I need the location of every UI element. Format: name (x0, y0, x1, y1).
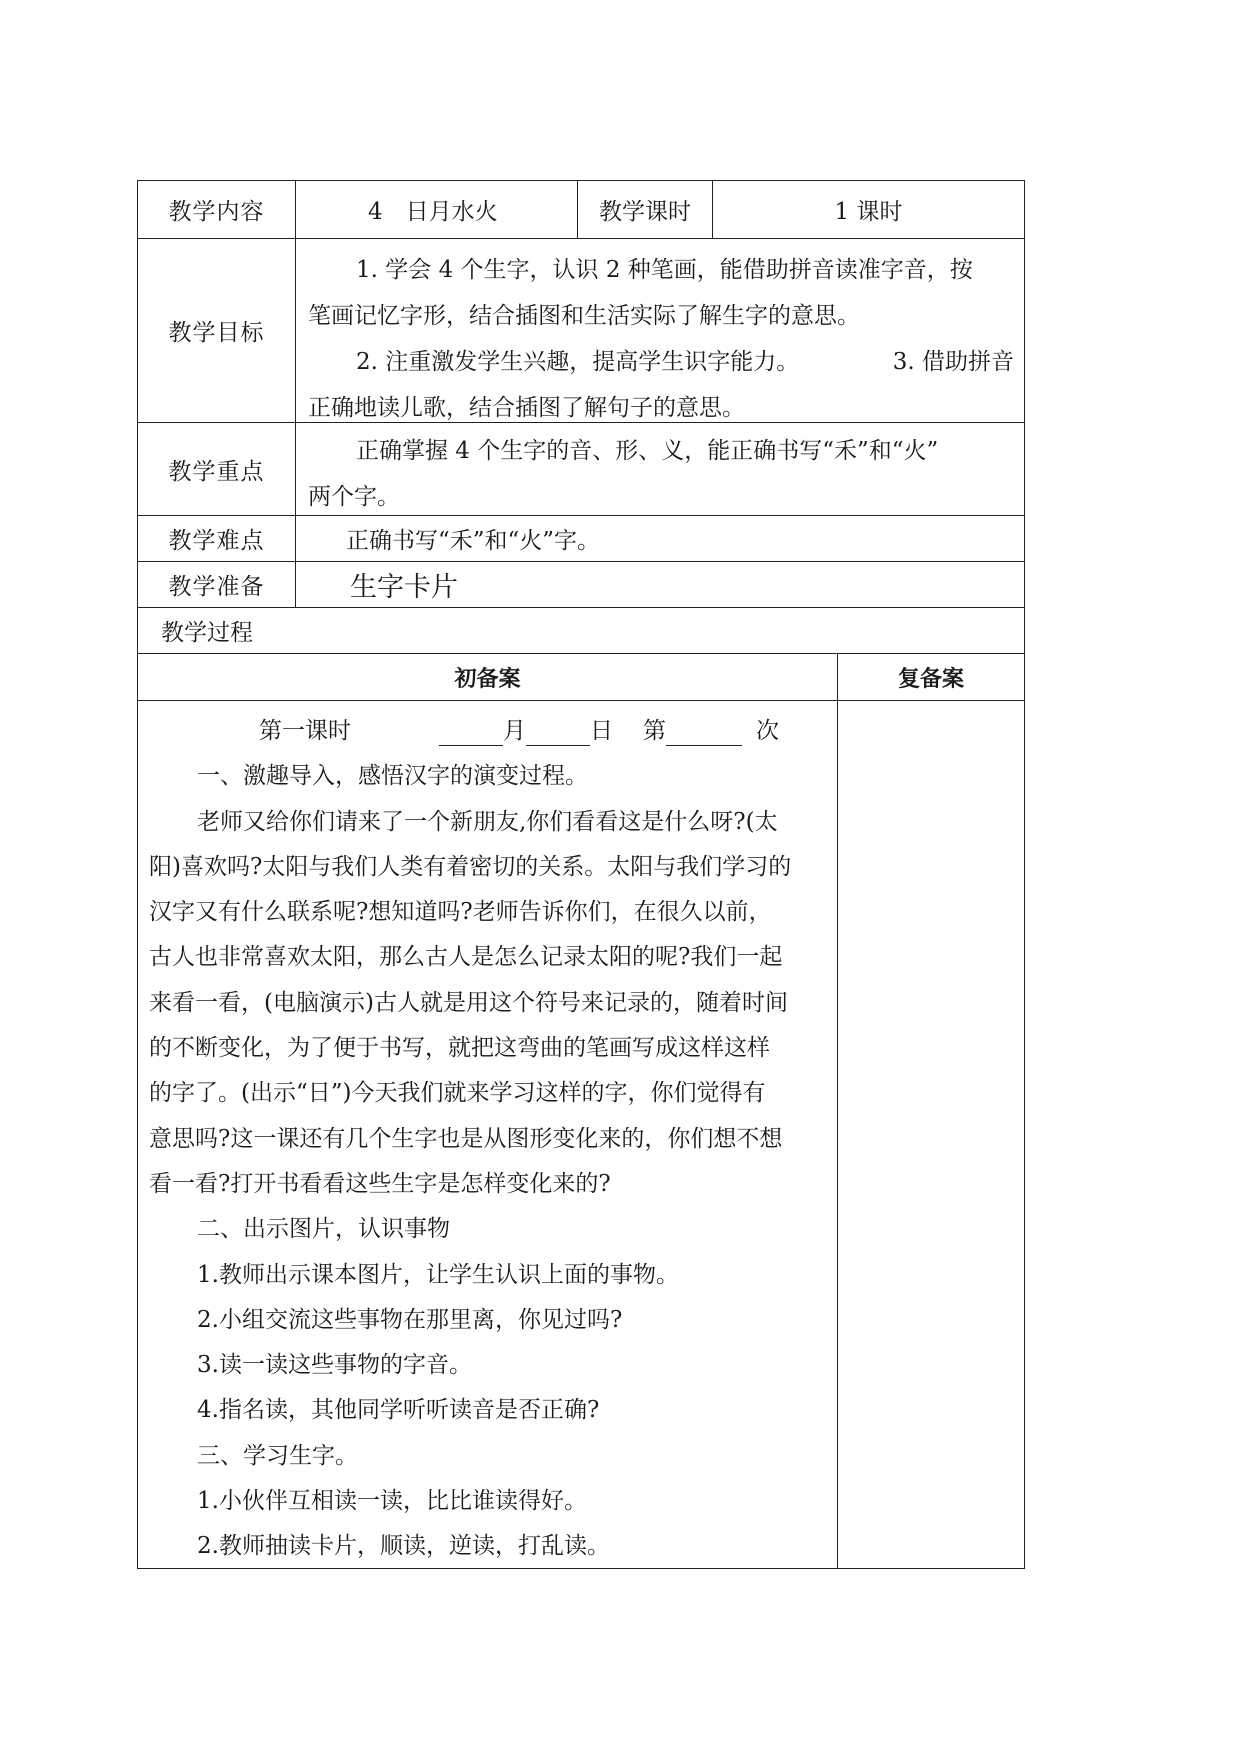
day-label: 日 (590, 718, 613, 744)
month-label: 月 (503, 718, 526, 744)
month-blank (439, 717, 503, 746)
row-goals (137, 238, 1025, 422)
goals-line-4: 正确地读儿歌，结合插图了解句子的意思。 (308, 395, 745, 421)
para-1-line-9: 看一看?打开书看看这些生字是怎样变化来的? (149, 1170, 611, 1197)
revision-plan-header: 复备案 (897, 666, 964, 692)
section-2-item-4: 4.指名读，其他同学听听读音是否正确? (197, 1397, 600, 1424)
para-1-line-2: 阳)喜欢吗?太阳与我们人类有着密切的关系。太阳与我们学习的 (149, 853, 792, 880)
difficulties-text: 正确书写“禾”和“火”字。 (346, 528, 601, 554)
lesson-plan-table (137, 180, 1025, 1569)
initial-plan-content (138, 701, 838, 1568)
para-1-line-1: 老师又给你们请来了一个新朋友,你们看看这是什么呀?(太 (197, 808, 778, 835)
di-label: 第 (643, 718, 666, 744)
count-blank (666, 717, 742, 746)
goals-text (296, 239, 1024, 422)
initial-plan-header: 初备案 (138, 654, 838, 700)
goals-line-3 (308, 339, 1014, 385)
row-difficulties (137, 515, 1025, 561)
goals-line-1: 1. 学会 4 个生字，认识 2 种笔画，能借助拼音读准字音，按 (356, 257, 973, 283)
row-lesson-body (137, 700, 1025, 1569)
section-3-item-2: 2.教师抽读卡片，顺读，逆读，打乱读。 (197, 1533, 610, 1560)
para-1-line-6: 的不断变化，为了便于书写，就把这弯曲的笔画写成这样这样 (149, 1035, 770, 1062)
section-2-item-2: 2.小组交流这些事物在那里离，你见过吗? (197, 1306, 623, 1333)
row-column-headers (137, 653, 1025, 700)
row-preparation (137, 561, 1025, 607)
lesson-period: 第一课时 (259, 718, 351, 744)
para-1-line-3: 汉字又有什么联系呢?想知道吗?老师告诉你们，在很久以前， (149, 899, 772, 926)
preparation-label: 教学准备 (138, 562, 296, 607)
goals-line-3b: 3. 借助拼音 (892, 349, 1014, 375)
goals-line-3a: 2. 注重激发学生兴趣，提高学生识字能力。 (356, 349, 800, 375)
revision-plan-content (838, 701, 1024, 1568)
key-points-label: 教学重点 (138, 423, 296, 515)
day-blank (526, 717, 590, 746)
para-1-line-7: 的字了。(出示“日”)今天我们就来学习这样的字，你们觉得有 (149, 1080, 766, 1107)
content-value: 4 日月水火 (296, 181, 578, 238)
period-label: 教学课时 (578, 181, 713, 238)
row-process (137, 607, 1025, 653)
ci-label: 次 (756, 718, 779, 744)
goals-label: 教学目标 (138, 239, 296, 422)
section-1-title: 一、激趣导入，感悟汉字的演变过程。 (197, 763, 588, 790)
process-label: 教学过程 (161, 620, 253, 646)
row-key-points (137, 422, 1025, 515)
para-1-line-8: 意思吗?这一课还有几个生字也是从图形变化来的，你们想不想 (149, 1125, 783, 1152)
section-3-title: 三、学习生字。 (197, 1442, 358, 1469)
section-2-title: 二、出示图片，认识事物 (197, 1216, 450, 1243)
difficulties-label: 教学难点 (138, 516, 296, 561)
goals-line-2: 笔画记忆字形，结合插图和生活实际了解生字的意思。 (308, 303, 860, 329)
section-2-item-1: 1.教师出示课本图片，让学生认识上面的事物。 (197, 1261, 679, 1288)
row-content (137, 180, 1025, 238)
para-1-line-5: 来看一看，(电脑演示)古人就是用这个符号来记录的，随着时间 (149, 989, 788, 1016)
lesson-date-line (149, 709, 829, 754)
preparation-text: 生字卡片 (350, 572, 458, 603)
section-2-item-3: 3.读一读这些事物的字音。 (197, 1352, 472, 1379)
section-3-item-1: 1.小伙伴互相读一读，比比谁读得好。 (197, 1488, 587, 1515)
content-label: 教学内容 (138, 181, 296, 238)
key-points-text (296, 423, 1024, 515)
para-1-line-4: 古人也非常喜欢太阳，那么古人是怎么记录太阳的呢?我们一起 (149, 944, 783, 971)
key-points-line-1: 正确掌握 4 个生字的音、形、义，能正确书写“禾”和“火” (356, 438, 939, 464)
period-value: 1 课时 (834, 199, 903, 225)
key-points-line-2: 两个字。 (308, 484, 400, 510)
